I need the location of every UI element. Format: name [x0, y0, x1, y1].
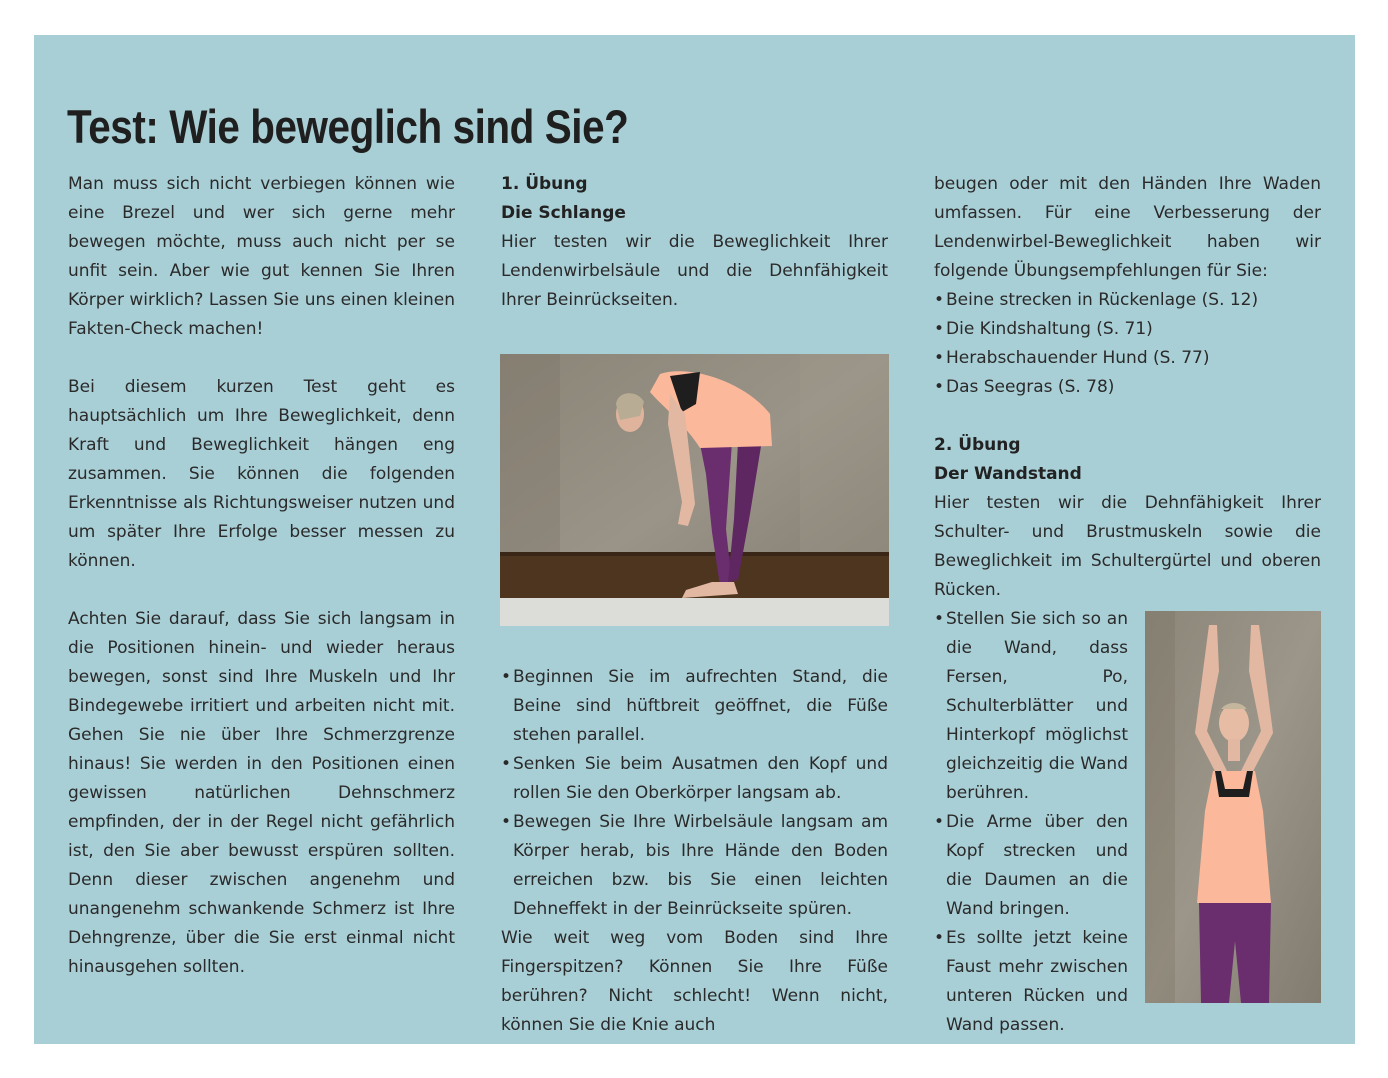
exercise2-name: Der Wandstand — [934, 464, 1082, 484]
exercise1-continuation: beugen oder mit den Händen Ihre Waden umfassen. Für eine Verbesserung der Lendenwirbel-Beweglichkeit haben wir folgende Übungsempfehlungen für Sie: — [934, 174, 1321, 281]
exercise1-step-2: • Senken Sie beim Ausatmen den Kopf und rollen Sie den Oberkörper langsam ab. — [501, 750, 888, 808]
exercise1-steps — [501, 663, 888, 924]
intro-column — [68, 170, 455, 982]
exercise2-intro: Hier testen wir die Dehnfähigkeit Ihrer Schulter- und Brustmuskeln sowie die Beweglichkeit im Schultergürtel und oberen Rücken. — [934, 493, 1321, 600]
page-title: Test: Wie beweglich sind Sie? — [67, 100, 629, 153]
exercise2-step-2: • Die Arme über den Kopf strecken und die Daumen an die Wand bringen. — [934, 808, 1128, 924]
exercise1-number: 1. Übung — [501, 174, 588, 194]
exercise1-name: Die Schlange — [501, 203, 626, 223]
recommendation-item: • Beine strecken in Rückenlage (S. 12) — [934, 286, 1321, 315]
exercise1-question: Wie weit weg vom Boden sind Ihre Fingerspitzen? Können Sie Ihre Füße berühren? Nicht schlecht! Wenn nicht, können Sie die Knie auch — [501, 928, 888, 1035]
exercise2-steps — [934, 605, 1128, 1040]
exercise2-step-1: • Stellen Sie sich so an die Wand, dass Fersen, Po, Schulterblätter und Hinterkopf möglichst gleichzeitig die Wand berühren. — [934, 605, 1128, 808]
forward-fold-photo — [500, 354, 889, 626]
exercise1-step-1: • Beginnen Sie im aufrechten Stand, die Beine sind hüftbreit geöffnet, die Füße stehen parallel. — [501, 663, 888, 750]
exercise1-header — [501, 170, 888, 315]
exercise1-question-block — [501, 924, 888, 1040]
recommendation-item: • Herabschauender Hund (S. 77) — [934, 344, 1321, 373]
exercise2-step-3: • Es sollte jetzt keine Faust mehr zwischen unteren Rücken und Wand passen. — [934, 924, 1128, 1040]
recommendation-item: • Die Kindshaltung (S. 71) — [934, 315, 1321, 344]
exercise1-intro: Hier testen wir die Beweglichkeit Ihrer Lendenwirbelsäule und die Dehnfähigkeit Ihrer Beinrückseiten. — [501, 232, 888, 310]
exercise2-number: 2. Übung — [934, 435, 1021, 455]
wall-stand-photo — [1145, 611, 1321, 1003]
exercise1-recommendations — [934, 286, 1321, 402]
exercise1-step-3: • Bewegen Sie Ihre Wirbelsäule langsam am Körper herab, bis Ihre Hände den Boden erreichen bzw. bis Sie einen leichten Dehneffekt in der Beinrückseite spüren. — [501, 808, 888, 924]
intro-paragraph-3: Achten Sie darauf, dass Sie sich langsam in die Positionen hinein- und wieder heraus bewegen, sonst sind Ihre Muskeln und Ihr Bindegewebe irritiert und arbeiten nicht mit. Gehen Sie nie über Ihre Schmerzgrenze hinaus! Sie werden in den Positionen einen gewissen natürlichen Dehnschmerz empfinden, der in der Regel nicht gefährlich ist, den Sie aber bewusst erspüren sollten. Denn dieser zwischen angenehm und unangenehm schwankende Schmerz ist Ihre Dehngrenze, über die Sie erst einmal nicht hinausgehen sollten. — [68, 609, 455, 977]
intro-paragraph-2: Bei diesem kurzen Test geht es hauptsächlich um Ihre Beweglichkeit, denn Kraft und Beweglichkeit hängen eng zusammen. Sie können die folgenden Erkenntnisse als Richtungsweiser nutzen und um später Ihre Erfolge besser messen zu können. — [68, 377, 455, 571]
intro-paragraph-1: Man muss sich nicht verbiegen können wie eine Brezel und wer sich gerne mehr bewegen möchte, muss auch nicht per se unfit sein. Aber wie gut kennen Sie Ihren Körper wirklich? Lassen Sie uns einen kleinen Fakten-Check machen! — [68, 174, 455, 339]
exercise1-continuation-column — [934, 170, 1321, 605]
recommendation-item: • Das Seegras (S. 78) — [934, 373, 1321, 402]
